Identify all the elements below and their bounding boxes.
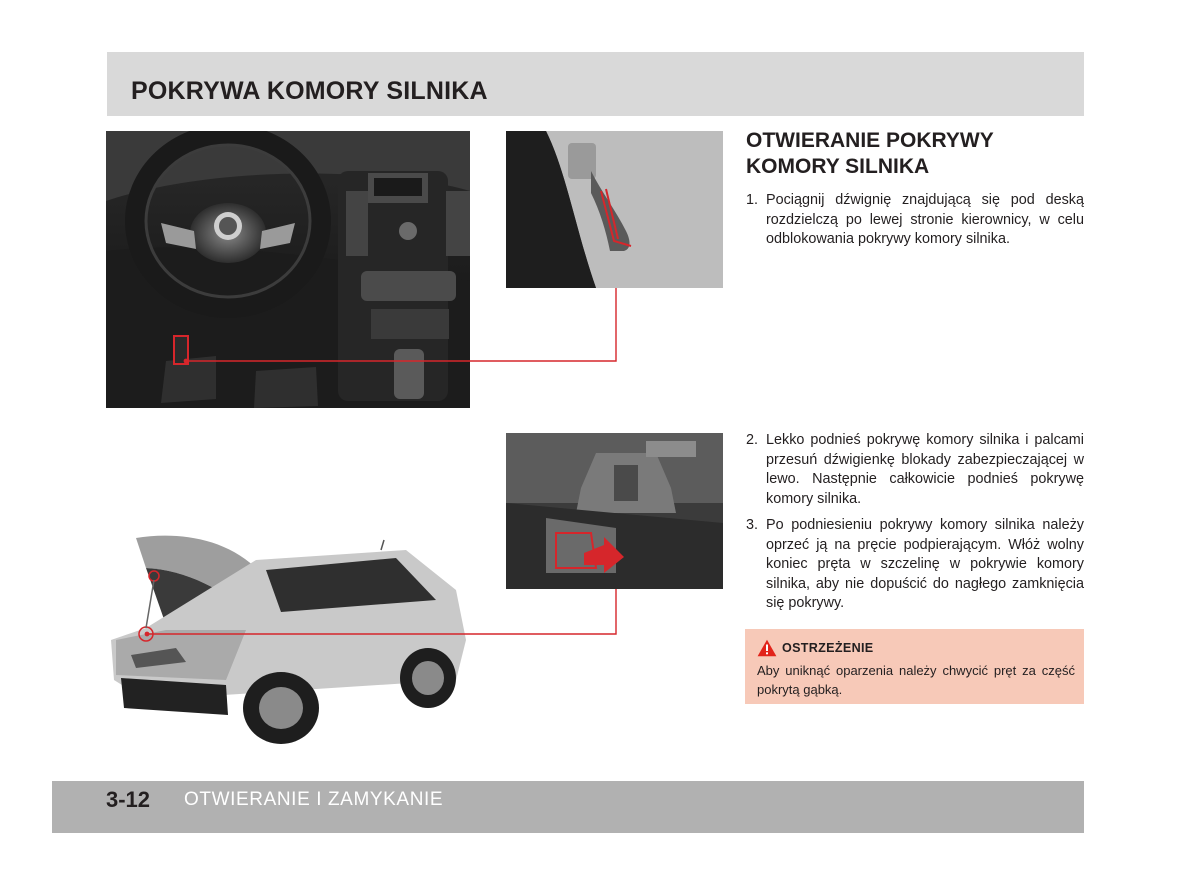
step-number: 3. <box>746 517 759 533</box>
section-title <box>746 128 1066 180</box>
page-number: 3-12 <box>106 787 151 812</box>
step-3 <box>746 516 1084 614</box>
chapter-title: OTWIERANIE I ZAMYKANIE <box>184 789 444 810</box>
car-open-hood-photo <box>106 530 470 750</box>
warning-header <box>757 639 873 657</box>
page-title: POKRYWA KOMORY SILNIKA <box>131 77 488 105</box>
step-text: Po podniesieniu pokrywy komory silnika należy oprzeć ją na pręcie podpierającym. Włóż wolny koniec pręta w szczelinę w pokrywie komory silnika, aby nie dopuścić do nagłego zamknięcia się pokrywy. <box>766 517 1084 612</box>
hood-latch-photo <box>506 433 723 589</box>
step-1 <box>746 191 1084 250</box>
hood-release-lever-photo <box>506 131 723 288</box>
step-number: 1. <box>746 192 759 208</box>
warning-triangle-icon <box>757 639 777 657</box>
step-number: 2. <box>746 432 759 448</box>
section-title-line1: OTWIERANIE POKRYWY <box>746 129 994 152</box>
warning-text: Aby uniknąć oparzenia należy chwycić pręt za część pokrytą gąbką. <box>757 663 1075 697</box>
section-title-line2: KOMORY SILNIKA <box>746 155 930 178</box>
warning-title: OSTRZEŻENIE <box>782 641 874 655</box>
step-text: Pociągnij dźwignię znajdującą się pod deską rozdzielczą po lewej stronie kierownicy, w celu odblokowania pokrywy komory silnika. <box>766 192 1084 248</box>
dashboard-photo <box>106 131 470 408</box>
step-text: Lekko podnieś pokrywę komory silnika i palcami przesuń dźwigienkę blokady zabezpieczającej w lewo. Następnie całkowicie podnieś pokrywę komory silnika. <box>766 432 1084 507</box>
step-2 <box>746 431 1084 509</box>
warning-box <box>745 629 1084 704</box>
